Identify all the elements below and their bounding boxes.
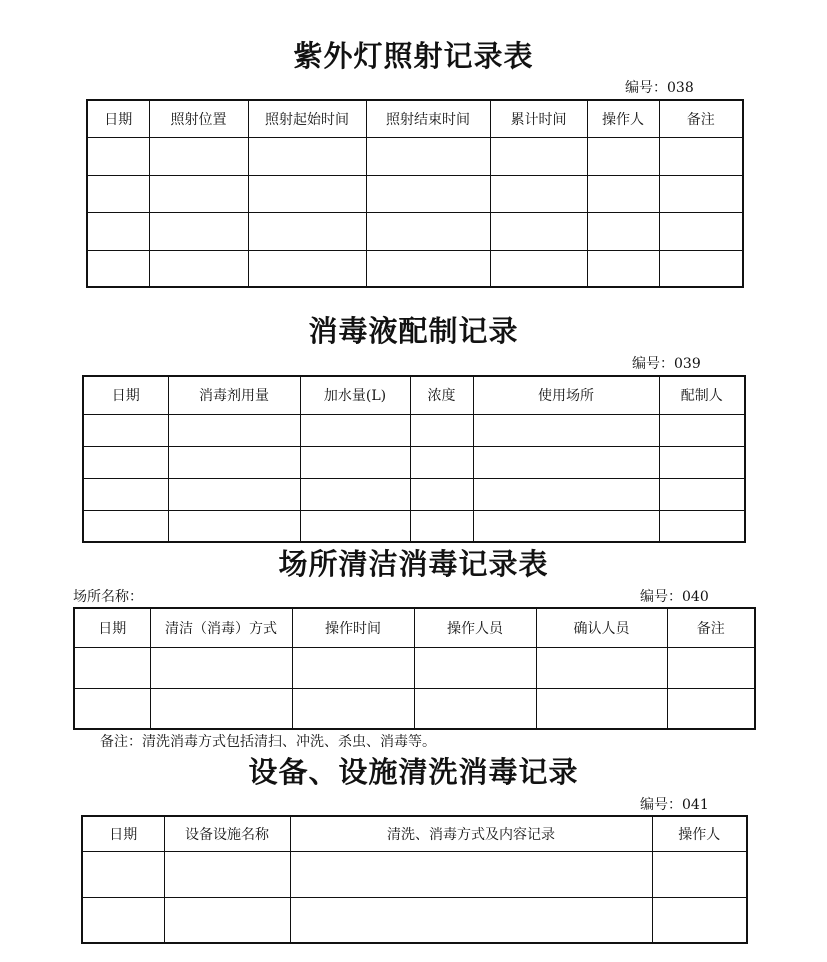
empty-cell[interactable] [74, 688, 150, 729]
empty-cell[interactable] [410, 478, 473, 510]
table-row [82, 897, 747, 943]
empty-cell[interactable] [149, 137, 248, 175]
empty-cell[interactable] [82, 897, 164, 943]
table-row [83, 478, 745, 510]
empty-cell[interactable] [168, 478, 300, 510]
empty-cell[interactable] [410, 510, 473, 542]
header-cell: 浓度 [410, 376, 473, 414]
empty-cell[interactable] [667, 688, 755, 729]
header-cell: 操作时间 [292, 608, 414, 647]
empty-cell[interactable] [83, 414, 168, 446]
header-cell: 照射结束时间 [366, 100, 490, 137]
empty-cell[interactable] [248, 137, 366, 175]
empty-cell[interactable] [414, 688, 536, 729]
header-cell: 累计时间 [490, 100, 587, 137]
empty-cell[interactable] [248, 212, 366, 250]
equipment-cleaning-title: 设备、设施清洗消毒记录 [248, 755, 579, 789]
empty-cell[interactable] [87, 137, 149, 175]
header-cell: 操作人员 [414, 608, 536, 647]
empty-cell[interactable] [490, 250, 587, 287]
empty-cell[interactable] [652, 897, 747, 943]
table-header-row [82, 816, 747, 851]
empty-cell[interactable] [74, 647, 150, 688]
place-name-label: 场所名称： [73, 589, 143, 605]
empty-cell[interactable] [83, 510, 168, 542]
empty-cell[interactable] [149, 250, 248, 287]
empty-cell[interactable] [248, 250, 366, 287]
table-row [83, 510, 745, 542]
uv-lamp-record-title: 紫外灯照射记录表 [293, 39, 534, 73]
header-cell: 日期 [82, 816, 164, 851]
table-row [87, 250, 743, 287]
table-row [83, 446, 745, 478]
record-code-041: 编号：041 [640, 797, 709, 813]
empty-cell[interactable] [473, 446, 659, 478]
empty-cell[interactable] [410, 414, 473, 446]
header-cell: 备注 [667, 608, 755, 647]
empty-cell[interactable] [659, 175, 743, 212]
empty-cell[interactable] [149, 212, 248, 250]
table-row [74, 688, 755, 729]
header-cell: 消毒剂用量 [168, 376, 300, 414]
table-row [87, 175, 743, 212]
empty-cell[interactable] [652, 851, 747, 897]
empty-cell[interactable] [587, 250, 659, 287]
empty-cell[interactable] [366, 250, 490, 287]
empty-cell[interactable] [168, 446, 300, 478]
header-cell: 加水量(L) [300, 376, 410, 414]
disinfectant-prep-table [82, 375, 746, 543]
header-cell: 配制人 [659, 376, 745, 414]
header-cell: 日期 [87, 100, 149, 137]
empty-cell[interactable] [87, 212, 149, 250]
empty-cell[interactable] [149, 175, 248, 212]
header-cell: 使用场所 [473, 376, 659, 414]
header-cell: 照射位置 [149, 100, 248, 137]
empty-cell[interactable] [168, 414, 300, 446]
header-cell: 清洗、消毒方式及内容记录 [290, 816, 652, 851]
empty-cell[interactable] [473, 414, 659, 446]
equipment-cleaning-table [81, 815, 748, 944]
header-cell: 清洁（消毒）方式 [150, 608, 292, 647]
table-row [87, 212, 743, 250]
empty-cell[interactable] [659, 446, 745, 478]
cleaning-methods-note: 备注：清洗消毒方式包括清扫、冲洗、杀虫、消毒等。 [100, 734, 436, 750]
empty-cell[interactable] [150, 647, 292, 688]
table-row [74, 647, 755, 688]
empty-cell[interactable] [290, 897, 652, 943]
empty-cell[interactable] [659, 414, 745, 446]
empty-cell[interactable] [490, 175, 587, 212]
header-cell: 操作人 [587, 100, 659, 137]
empty-cell[interactable] [300, 510, 410, 542]
empty-cell[interactable] [292, 688, 414, 729]
uv-lamp-record-table [86, 99, 744, 288]
empty-cell[interactable] [83, 478, 168, 510]
empty-cell[interactable] [168, 510, 300, 542]
empty-cell[interactable] [300, 414, 410, 446]
empty-cell[interactable] [667, 647, 755, 688]
header-cell: 确认人员 [536, 608, 667, 647]
site-cleaning-table [73, 607, 756, 730]
empty-cell[interactable] [490, 137, 587, 175]
empty-cell[interactable] [150, 688, 292, 729]
header-cell: 日期 [83, 376, 168, 414]
table-row [83, 414, 745, 446]
empty-cell[interactable] [659, 212, 743, 250]
empty-cell[interactable] [587, 137, 659, 175]
empty-cell[interactable] [300, 478, 410, 510]
empty-cell[interactable] [366, 137, 490, 175]
empty-cell[interactable] [587, 175, 659, 212]
empty-cell[interactable] [659, 137, 743, 175]
empty-cell[interactable] [366, 212, 490, 250]
empty-cell[interactable] [290, 851, 652, 897]
empty-cell[interactable] [248, 175, 366, 212]
header-cell: 日期 [74, 608, 150, 647]
empty-cell[interactable] [659, 250, 743, 287]
header-cell: 操作人 [652, 816, 747, 851]
empty-cell[interactable] [536, 688, 667, 729]
empty-cell[interactable] [587, 212, 659, 250]
empty-cell[interactable] [164, 851, 290, 897]
disinfectant-prep-title: 消毒液配制记录 [308, 314, 519, 348]
empty-cell[interactable] [83, 446, 168, 478]
header-cell: 照射起始时间 [248, 100, 366, 137]
empty-cell[interactable] [410, 446, 473, 478]
record-code-040: 编号：040 [640, 589, 709, 605]
table-header-row [87, 100, 743, 137]
empty-cell[interactable] [87, 250, 149, 287]
empty-cell[interactable] [366, 175, 490, 212]
header-cell: 设备设施名称 [164, 816, 290, 851]
empty-cell[interactable] [473, 510, 659, 542]
record-code-038: 编号：038 [625, 80, 694, 96]
empty-cell[interactable] [536, 647, 667, 688]
table-header-row [74, 608, 755, 647]
empty-cell[interactable] [164, 897, 290, 943]
table-row [82, 851, 747, 897]
table-row [87, 137, 743, 175]
empty-cell[interactable] [300, 446, 410, 478]
empty-cell[interactable] [659, 510, 745, 542]
site-cleaning-title: 场所清洁消毒记录表 [278, 547, 549, 581]
table-header-row [83, 376, 745, 414]
empty-cell[interactable] [473, 478, 659, 510]
empty-cell[interactable] [292, 647, 414, 688]
empty-cell[interactable] [490, 212, 587, 250]
header-cell: 备注 [659, 100, 743, 137]
record-code-039: 编号：039 [632, 356, 701, 372]
empty-cell[interactable] [82, 851, 164, 897]
empty-cell[interactable] [414, 647, 536, 688]
empty-cell[interactable] [659, 478, 745, 510]
empty-cell[interactable] [87, 175, 149, 212]
